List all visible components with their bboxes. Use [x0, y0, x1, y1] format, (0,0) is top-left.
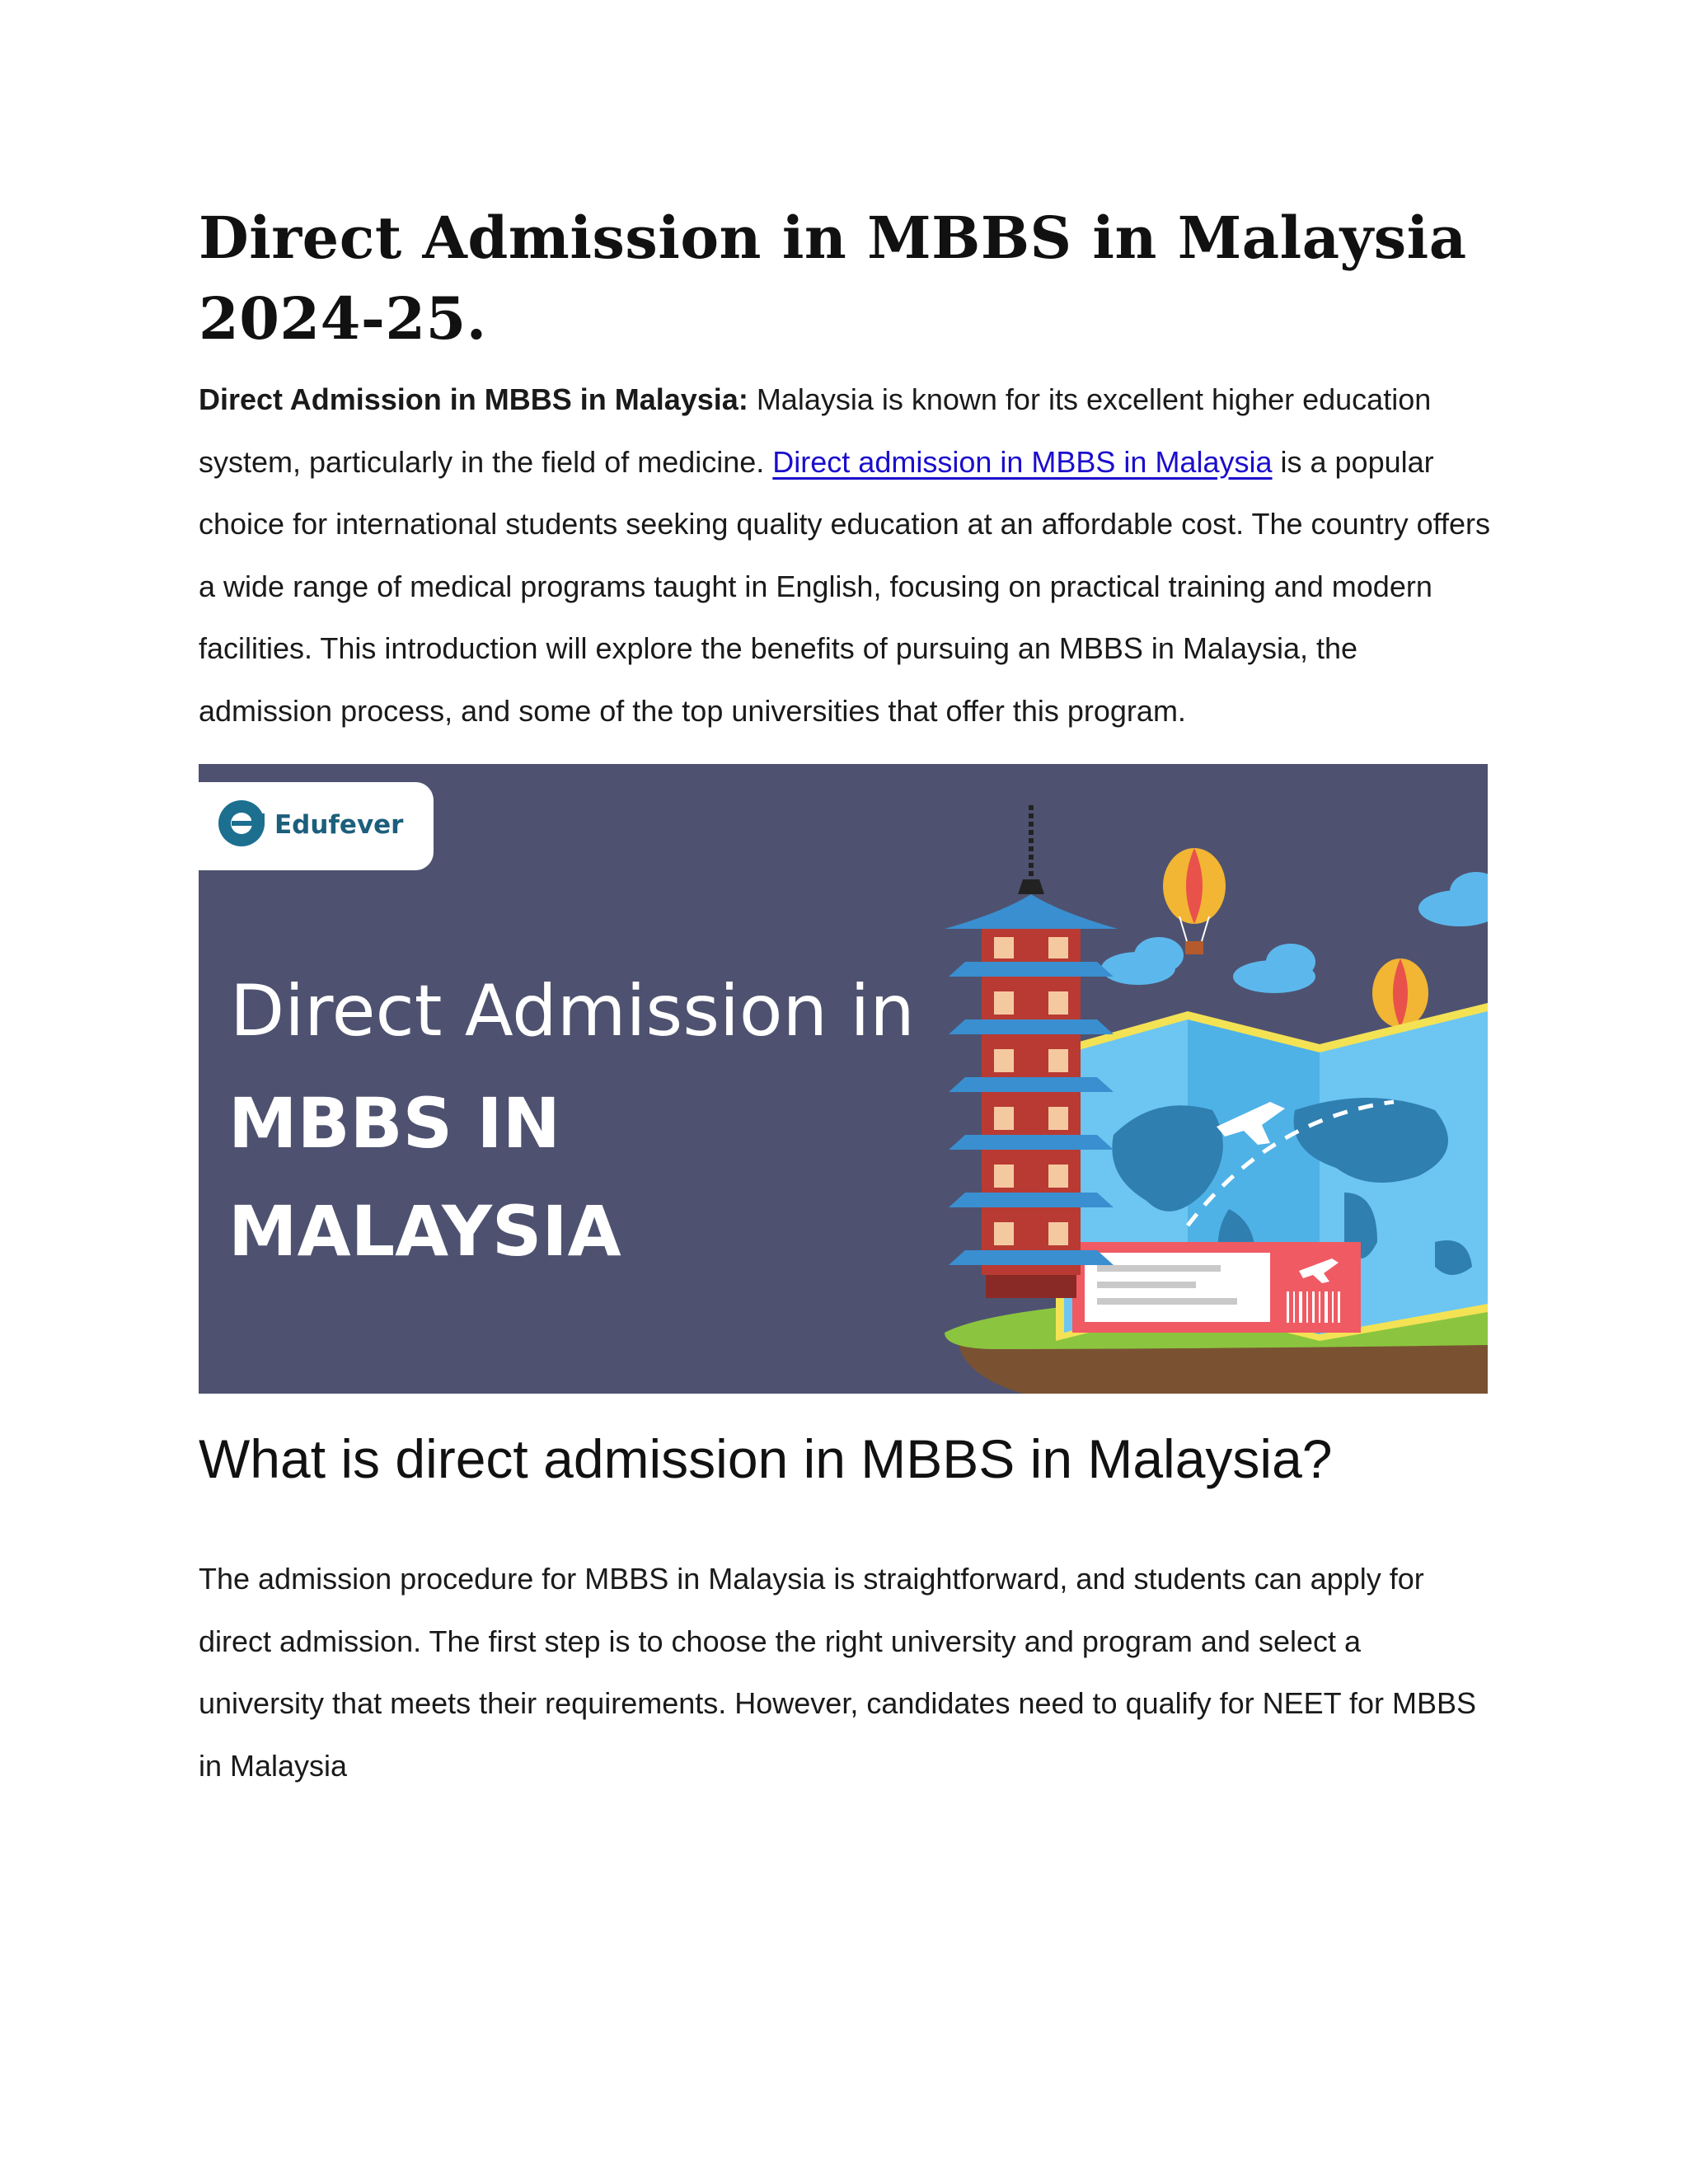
intro-lead: Direct Admission in MBBS in Malaysia: — [199, 382, 748, 416]
intro-paragraph — [199, 368, 1493, 742]
intro-text-after-link: is a popular choice for international students seeking quality education at an affordable cost. The country offers a wide range of medical programs taught in English, focusing on practical training and modern facilities. This introduction will explore the benefits of pursuing an MBBS in Malaysia, the admission process, and some of the top universities that offer this program. — [199, 444, 1490, 728]
banner-line-3: MALAYSIA — [228, 1191, 621, 1272]
ticket-illustration — [1072, 1242, 1361, 1333]
section-paragraph: The admission procedure for MBBS in Malaysia is straightforward, and students can apply for direct admission. The first step is to choose the right university and program and select a university that meets their requirements. However, candidates need to qualify for NEET for MBBS in Malaysia — [199, 1562, 1477, 1783]
section-heading: What is direct admission in MBBS in Malaysia? — [199, 1428, 1333, 1489]
banner-line-2: MBBS IN — [228, 1083, 560, 1164]
banner-line-1: Direct Admission in — [230, 970, 915, 1052]
logo-text: Edufever — [274, 810, 404, 840]
page-title: Direct Admission in MBBS in Malaysia 2024-25. — [199, 204, 1467, 353]
mbbs-malaysia-link[interactable]: Direct admission in MBBS in Malaysia — [772, 444, 1273, 479]
intro-text-before-link: Malaysia is known for its excellent higher education system, particularly in the field of medicine. — [199, 382, 1432, 479]
banner-image — [199, 764, 1488, 1394]
edufever-logo — [199, 782, 434, 870]
